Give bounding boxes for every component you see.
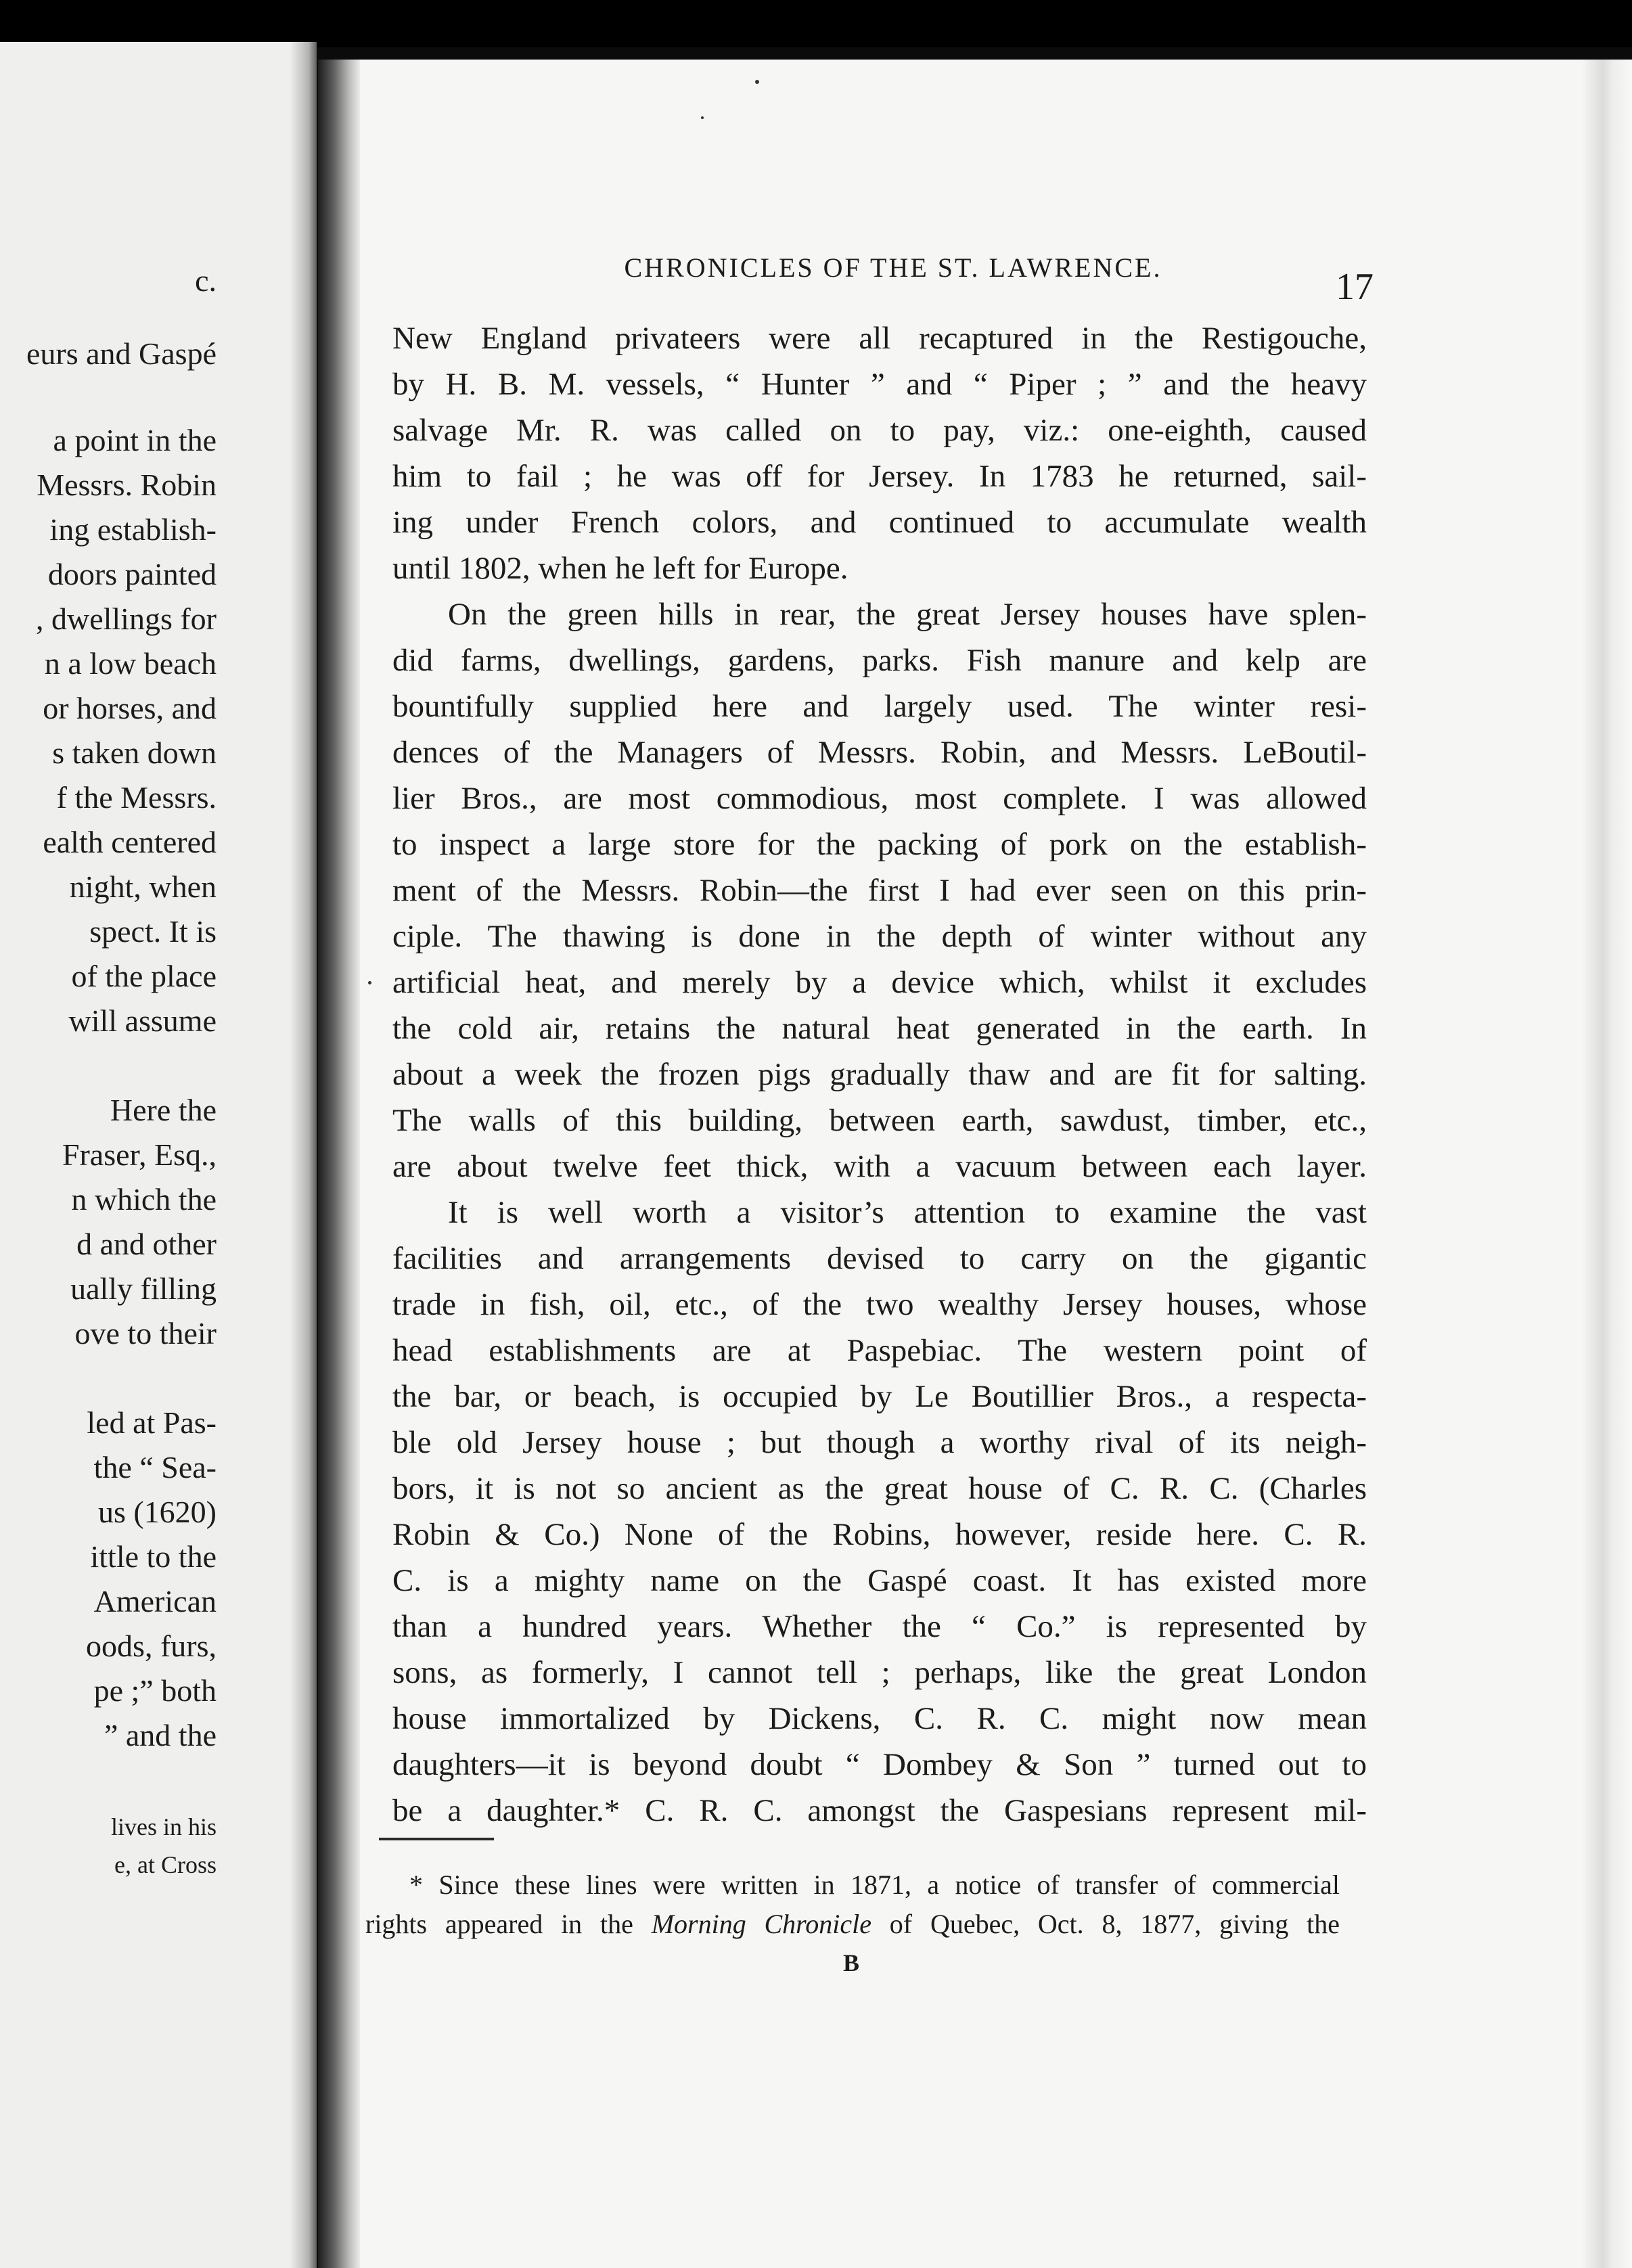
body-line: bountifully supplied here and largely used. The winter resi-	[392, 689, 1367, 724]
body-line: ciple. The thawing is done in the depth of winter without any	[392, 919, 1367, 954]
facing-page-line: ing establish-	[49, 512, 217, 547]
body-line: the bar, or beach, is occupied by Le Boutillier Bros., a respecta-	[392, 1379, 1367, 1414]
facing-page-line: us (1620)	[97, 1495, 217, 1529]
body-line: trade in fish, oil, etc., of the two wealthy Jersey houses, whose	[392, 1287, 1367, 1322]
footnote-line: rights appeared in the Morning Chronicle of Quebec, Oct. 8, 1877, giving the	[365, 1909, 1340, 1939]
newspaper-title: Morning Chronicle	[651, 1909, 871, 1939]
facing-page-line: f the Messrs.	[56, 780, 217, 815]
body-line: ment of the Messrs. Robin—the first I had ever seen on this prin-	[392, 873, 1367, 908]
body-line: artificial heat, and merely by a device which, whilst it excludes	[392, 965, 1367, 1000]
body-line: be a daughter.* C. R. C. amongst the Gaspesians represent mil-	[392, 1793, 1367, 1828]
facing-page-line: led at Pas-	[87, 1405, 217, 1440]
scan-speck	[701, 116, 704, 119]
footnote-line: * Since these lines were written in 1871, a notice of transfer of commercial	[409, 1869, 1340, 1900]
body-line: the cold air, retains the natural heat generated in the earth. In	[392, 1011, 1367, 1046]
facing-page-line: pe ;” both	[93, 1673, 217, 1708]
facing-page-line: s taken down	[52, 735, 217, 770]
body-line: dences of the Managers of Messrs. Robin, and Messrs. LeBoutil-	[392, 735, 1367, 770]
body-line: bors, it is not so ancient as the great house of C. R. C. (Charles	[392, 1471, 1367, 1506]
facing-page-line: or horses, and	[43, 691, 217, 725]
body-line: ing under French colors, and continued to accumulate wealth	[392, 505, 1367, 540]
facing-page-line: of the place	[71, 959, 217, 993]
body-line: to inspect a large store for the packing of pork on the establish-	[392, 827, 1367, 862]
body-line: head establishments are at Paspebiac. The western point of	[392, 1333, 1367, 1368]
body-line: Robin & Co.) None of the Robins, however, reside here. C. R.	[392, 1517, 1367, 1552]
body-line: until 1802, when he left for Europe.	[392, 551, 848, 586]
facing-page-line: lives in his	[110, 1813, 217, 1840]
facing-page-line: Fraser, Esq.,	[62, 1137, 217, 1172]
body-line: about a week the frozen pigs gradually thaw and are fit for salting.	[392, 1057, 1367, 1092]
facing-page-line: e, at Cross	[114, 1851, 217, 1878]
facing-page-line: ually filling	[70, 1271, 217, 1306]
page-edge	[1583, 60, 1632, 2268]
facing-page-text	[0, 42, 298, 2268]
facing-page-line: night, when	[69, 869, 217, 904]
body-line: sons, as formerly, I cannot tell ; perhaps, like the great London	[392, 1655, 1367, 1690]
facing-page-line: a point in the	[53, 423, 217, 457]
page-number: 17	[1336, 266, 1374, 308]
body-line: C. is a mighty name on the Gaspé coast. It has existed more	[392, 1563, 1367, 1598]
body-line: than a hundred years. Whether the “ Co.” is represented by	[392, 1609, 1367, 1644]
body-line: him to fail ; he was off for Jersey. In 1783 he returned, sail-	[392, 459, 1367, 494]
facing-page-line: Here the	[110, 1093, 217, 1127]
body-line: are about twelve feet thick, with a vacuum between each layer.	[392, 1149, 1367, 1184]
facing-page-line: d and other	[76, 1227, 217, 1261]
facing-page-line: ove to their	[74, 1316, 217, 1351]
scan-speck	[755, 80, 759, 84]
body-line: lier Bros., are most commodious, most complete. I was allowed	[392, 781, 1367, 816]
facing-page-line: will assume	[68, 1003, 217, 1038]
scan-top-border	[0, 0, 1632, 47]
footnote-rule	[379, 1838, 494, 1840]
facing-page-line: ” and the	[104, 1718, 217, 1752]
body-line: ble old Jersey house ; but though a worthy rival of its neigh-	[392, 1425, 1367, 1460]
scan-speck	[368, 981, 371, 984]
facing-page-line: n which the	[71, 1182, 217, 1217]
body-line: It is well worth a visitor’s attention to examine the vast	[448, 1195, 1367, 1230]
facing-page-gutter-shadow	[290, 42, 317, 2268]
signature-mark: B	[842, 1949, 859, 1976]
body-line: by H. B. M. vessels, “ Hunter ” and “ Piper ; ” and the heavy	[392, 367, 1367, 402]
facing-page-left	[0, 42, 317, 2268]
facing-page-line: oods, furs,	[86, 1629, 217, 1663]
facing-page-line: ittle to the	[90, 1539, 217, 1574]
body-line: facilities and arrangements devised to carry on the gigantic	[392, 1241, 1367, 1276]
facing-page-line: spect. It is	[89, 914, 217, 949]
facing-page-line: n a low beach	[44, 646, 217, 681]
facing-page-line: the “ Sea-	[93, 1450, 217, 1484]
running-head: CHRONICLES OF THE ST. LAWRENCE.	[624, 252, 1162, 283]
book-gutter	[318, 60, 360, 2268]
facing-page-line: , dwellings for	[35, 602, 217, 636]
facing-page-line: c.	[195, 263, 217, 298]
body-line: salvage Mr. R. was called on to pay, viz.: one-eighth, caused	[392, 413, 1367, 448]
body-line: The walls of this building, between earth, sawdust, timber, etc.,	[392, 1103, 1367, 1138]
facing-page-line: ealth centered	[43, 825, 217, 859]
body-line: New England privateers were all recaptured in the Restigouche,	[392, 321, 1367, 356]
body-line: daughters—it is beyond doubt “ Dombey & Son ” turned out to	[392, 1747, 1367, 1782]
body-line: did farms, dwellings, gardens, parks. Fish manure and kelp are	[392, 643, 1367, 678]
facing-page-line: Messrs. Robin	[37, 468, 217, 502]
facing-page-line: eurs and Gaspé	[26, 336, 217, 371]
body-line: house immortalized by Dickens, C. R. C. might now mean	[392, 1701, 1367, 1736]
facing-page-line: American	[93, 1584, 217, 1618]
body-line: On the green hills in rear, the great Jersey houses have splen-	[448, 597, 1367, 632]
facing-page-line: doors painted	[47, 557, 217, 591]
